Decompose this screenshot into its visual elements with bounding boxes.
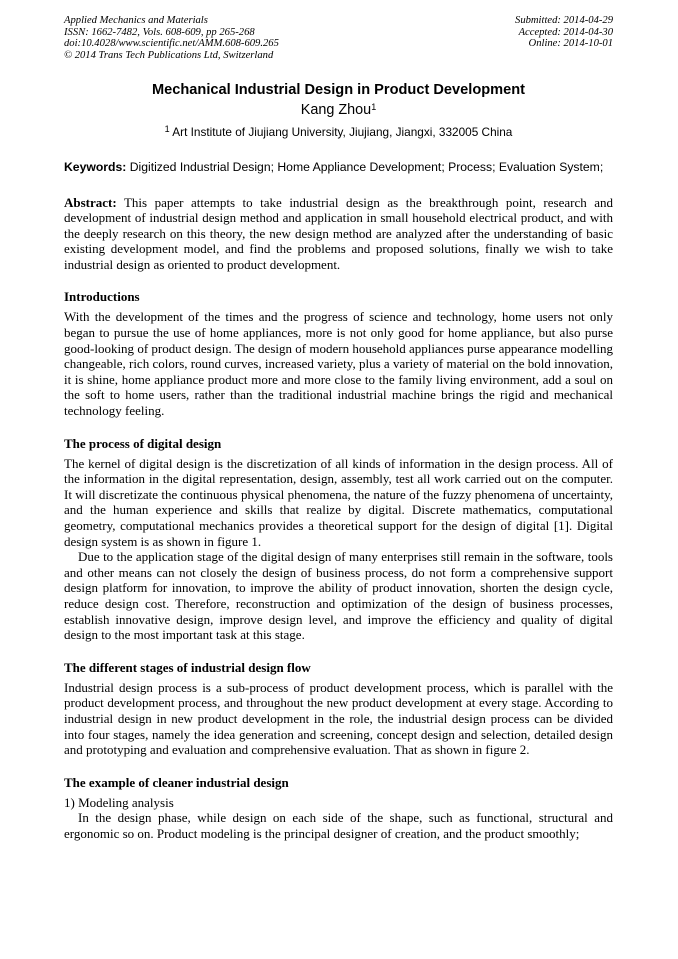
copyright-line: © 2014 Trans Tech Publications Ltd, Switzerland (64, 49, 274, 61)
digital-design-paragraph-2: Due to the application stage of the digital design of many enterprises still remain in the software, tools and other means can not closely the design of business process, do not form a comprehensive support design platform for innovation, to improve the ability of product innovation, shorten the design cycle, reduce design cost. Therefore, reconstruction and optimization of the design of business processes, establish innovative design, improve design level, and improve the efficiency and quality of digital design to the most important task at this stage. (64, 549, 613, 643)
section-heading-design-stages: The different stages of industrial design flow (64, 659, 311, 675)
digital-design-paragraph-1: The kernel of digital design is the discretization of all kinds of information in the design process. All of the information in the digital representation, design, assembly, test all work carried out on the computer. It will discretizate the continuous physical phenomena, the nature of the fuzzy phenomena of uncertainty, and the human experience and skills that realize by digital. Discrete mathematics, computational geometry, computational mechanics provides a theoretical support for the design of digital [1]. Digital design system is as shown in figure 1. (64, 455, 613, 549)
keywords-label: Keywords: (64, 160, 127, 174)
author-affil-marker: 1 (371, 102, 377, 112)
submission-dates (515, 15, 613, 50)
author-line (64, 101, 613, 119)
section-heading-digital-design: The process of digital design (64, 435, 222, 451)
accepted-date: Accepted: 2014-04-30 (518, 26, 613, 38)
journal-header (64, 15, 613, 63)
affiliation-marker: 1 (164, 124, 170, 134)
keywords-text: Digitized Industrial Design; Home Appliance Development; Process; Evaluation System; (126, 160, 604, 174)
affiliation (64, 125, 613, 140)
abstract-label: Abstract: (64, 194, 117, 210)
submitted-date: Submitted: 2014-04-29 (515, 15, 613, 26)
abstract-block (64, 195, 613, 273)
author-name: Kang Zhou (300, 102, 372, 118)
section-heading-cleaner-example: The example of cleaner industrial design (64, 774, 289, 790)
doi-line: doi:10.4028/www.scientific.net/AMM.608-609.265 (64, 38, 279, 50)
section-heading-introductions: Introductions (64, 289, 140, 305)
journal-name: Applied Mechanics and Materials (64, 15, 208, 26)
issn-line: ISSN: 1662-7482, Vols. 608-609, pp 265-268 (64, 26, 255, 38)
cleaner-example-paragraph: In the design phase, while design on each side of the shape, such as functional, structural and ergonomic so on. Product modeling is the principal designer of creation, and the product smoothly; (64, 810, 613, 841)
abstract-text: This paper attempts to take industrial design as the breakthrough point, research and development of industrial design method and application in small household electrical product, and with the deeply research on this theory, the new design method are analyzed after the understanding of basic existing development model, and find the problems and proposed solutions, finally we wish to take industrial design as oriented to product development. (64, 194, 613, 272)
introductions-paragraph: With the development of the times and the progress of science and technology, home users not only began to pursue the use of home appliances, more is not only good for home appliance, but also purse good-looking of product design. The design of modern household appliances purse appearance modelling changeable, rich colors, round curves, increased variety, plus a variety of material on the bold innovation, it is shine, home appliance product more and more close to the family living environment, add a soul on the soft to home users, rather than the traditional industrial machine brings the rigid and mechanical technology feeling. (64, 309, 613, 419)
online-date: Online: 2014-10-01 (528, 38, 613, 50)
paper-page (64, 15, 613, 842)
affiliation-text: Art Institute of Jiujiang University, Jiujiang, Jiangxi, 332005 China (169, 125, 513, 139)
modeling-analysis-subheading: 1) Modeling analysis (64, 794, 174, 810)
keywords-block (64, 160, 613, 176)
paper-title: Mechanical Industrial Design in Product Development (151, 82, 526, 98)
design-stages-paragraph: Industrial design process is a sub-process of product development process, which is parallel with the product development process, and throughout the new product development at every stage. According to industrial design in new product development in the role, the industrial design process can be divided into four stages, namely the idea generation and screening, concept design and selection, detailed design and prototyping and evaluation and comprehensive evaluation. That as shown in figure 2. (64, 679, 613, 758)
journal-info (64, 15, 279, 61)
